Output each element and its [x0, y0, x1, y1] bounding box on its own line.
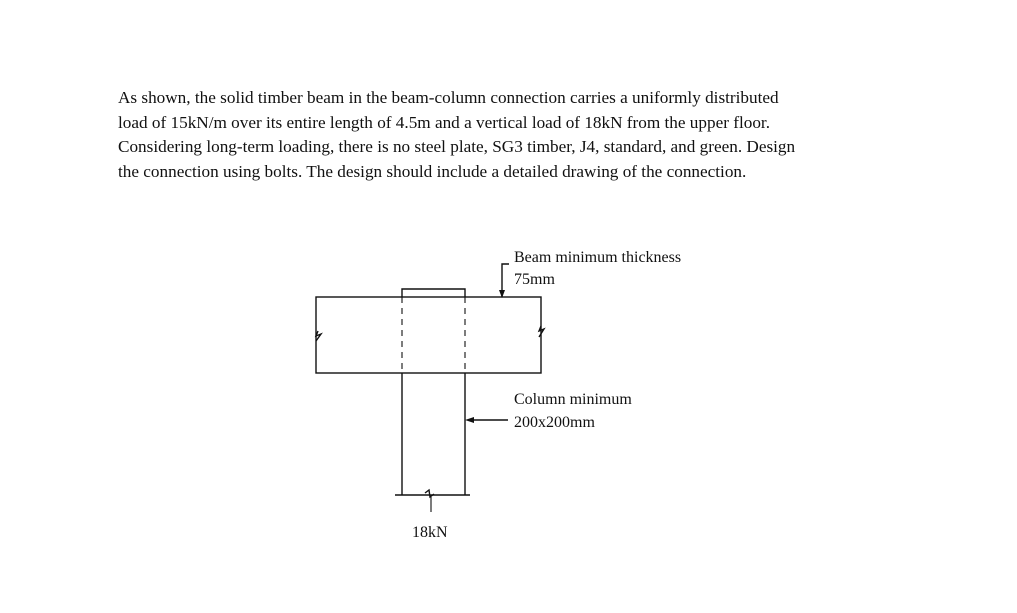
problem-line-3: Considering long-term loading, there is no steel plate, SG3 timber, J4, standard, and green. Design — [118, 137, 796, 156]
column-size-arrowhead — [465, 417, 474, 423]
column-break — [425, 490, 434, 497]
problem-line-1: As shown, the solid timber beam in the beam-column connection carries a uniformly distributed — [118, 88, 779, 107]
column-size-label-line-1: Column minimum — [514, 391, 632, 408]
problem-line-2: load of 15kN/m over its entire length of 4.5m and a vertical load of 18kN from the upper floor. — [118, 112, 770, 132]
beam — [316, 297, 541, 373]
problem-line-4: the connection using bolts. The design should include a detailed drawing of the connection. — [118, 161, 747, 181]
beam-thickness-value — [514, 270, 555, 290]
upper-floor-bearing-block — [402, 289, 465, 297]
column-size-label — [514, 390, 632, 410]
column-size-value — [514, 413, 595, 433]
beam-thickness-label-line-2: 75mm — [514, 271, 555, 288]
beam-thickness-label-line-1: Beam minimum thickness — [514, 249, 682, 266]
column-size-label-line-2: 200x200mm — [514, 414, 595, 431]
beam-break-left — [316, 331, 321, 341]
load-label — [412, 523, 448, 543]
load-value: 18kN — [412, 524, 448, 541]
beam-thickness-label — [514, 248, 681, 268]
